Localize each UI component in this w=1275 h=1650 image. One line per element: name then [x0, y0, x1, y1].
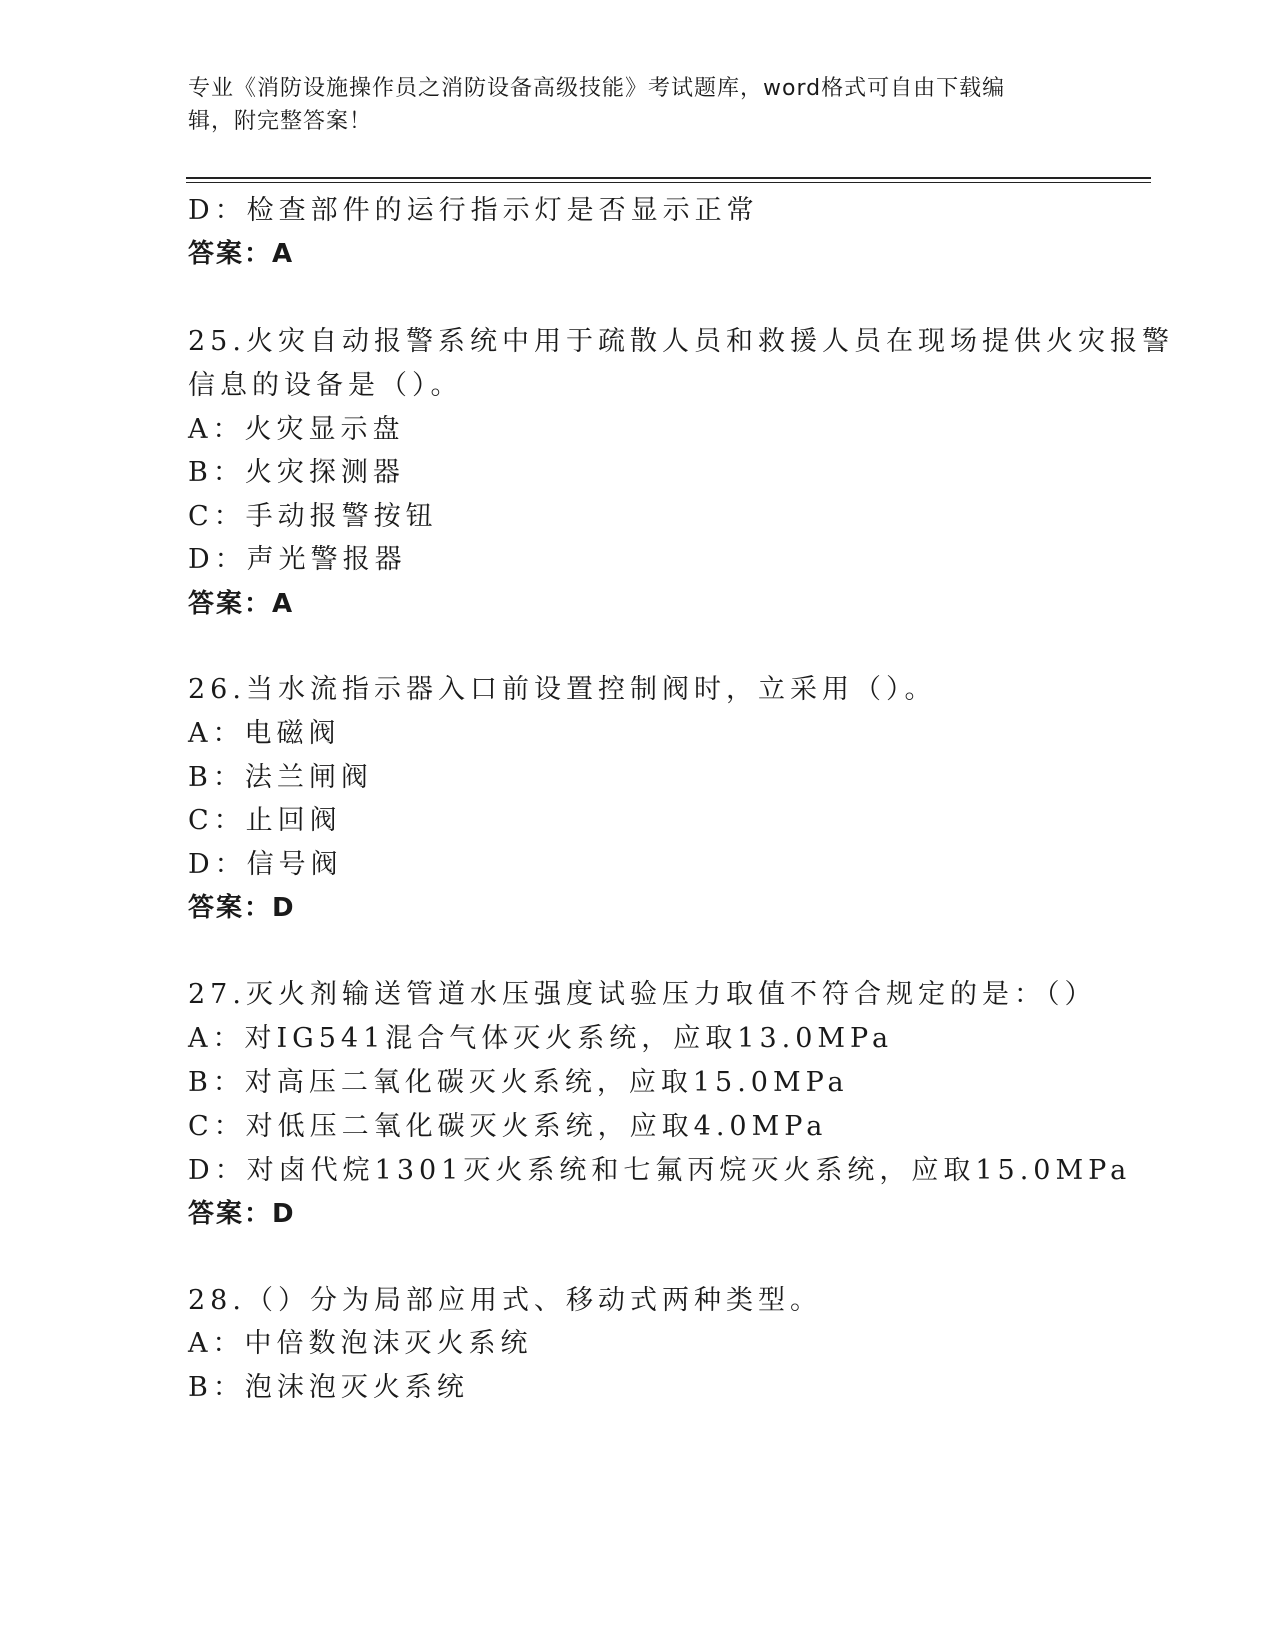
- q27-option-a: A：对IG541混合气体灭火系统，应取13.0MPa: [188, 1023, 894, 1054]
- q26-answer: 答案：D: [188, 893, 296, 923]
- q26-option-c: C：止回阀: [188, 805, 342, 836]
- header-line-2: 辑，附完整答案！: [188, 109, 373, 134]
- q27-option-d: D：对卤代烷1301灭火系统和七氟丙烷灭火系统，应取15.0MPa: [188, 1155, 1132, 1186]
- q25-option-c: C：手动报警按钮: [188, 501, 438, 532]
- q26-option-a: A：电磁阀: [188, 718, 341, 749]
- header-line-1: 专业《消防设施操作员之消防设备高级技能》考试题库，word格式可自由下载编: [188, 76, 1006, 101]
- q26-stem: 26.当水流指示器入口前设置控制阀时，立采用（）。: [188, 674, 937, 705]
- header-divider: [186, 177, 1151, 179]
- q28-stem: 28.（）分为局部应用式、移动式两种类型。: [188, 1285, 822, 1316]
- document-header: [188, 72, 1068, 138]
- q25-option-a: A：火灾显示盘: [188, 414, 405, 445]
- q27-option-c: C：对低压二氧化碳灭火系统，应取4.0MPa: [188, 1111, 828, 1142]
- q27-stem: 27.灭火剂输送管道水压强度试验压力取值不符合规定的是：（）: [188, 979, 1097, 1010]
- q27-answer: 答案：D: [188, 1199, 296, 1229]
- header-divider-thin: [186, 182, 1151, 183]
- q28-option-a: A：中倍数泡沫灭火系统: [188, 1328, 533, 1359]
- q27-option-b: B：对高压二氧化碳灭火系统，应取15.0MPa: [188, 1067, 849, 1098]
- q25-stem-line-1: 25.火灾自动报警系统中用于疏散人员和救援人员在现场提供火灾报警: [188, 326, 1174, 357]
- prev-question-answer: 答案：A: [188, 239, 295, 269]
- q28-option-b: B：泡沫泡灭火系统: [188, 1372, 469, 1403]
- q26-option-b: B：法兰闸阀: [188, 762, 373, 793]
- q25-stem-line-2: 信息的设备是（）。: [188, 370, 463, 401]
- q25-option-d: D：声光警报器: [188, 544, 407, 575]
- q25-option-b: B：火灾探测器: [188, 457, 405, 488]
- q25-answer: 答案：A: [188, 589, 295, 619]
- q26-option-d: D：信号阀: [188, 849, 343, 880]
- prev-question-option-d: D：检查部件的运行指示灯是否显示正常: [188, 195, 759, 226]
